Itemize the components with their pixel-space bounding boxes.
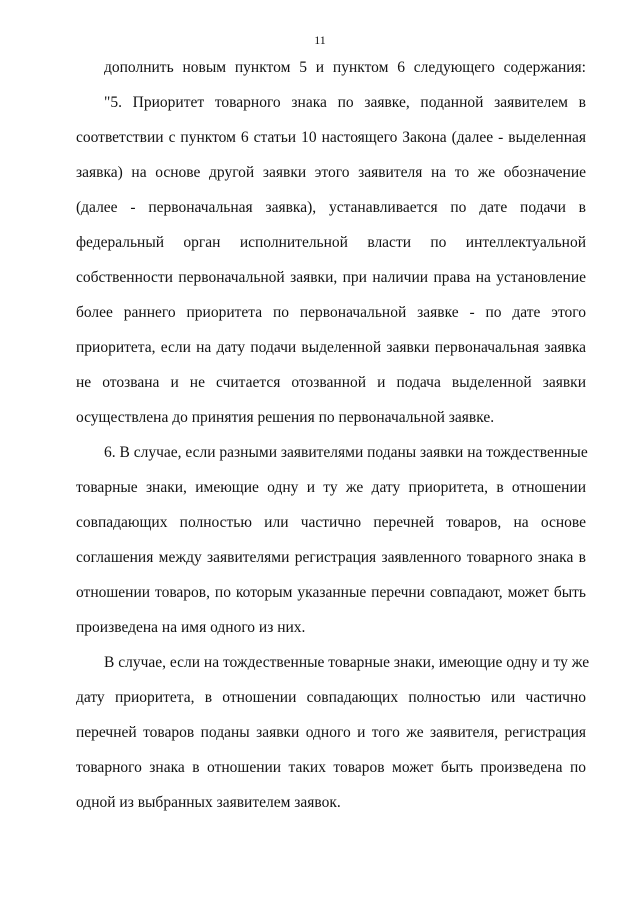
text-line: 6. В случае, если разными заявителями поданы заявки на тождественные <box>104 444 588 461</box>
text-line: федеральный орган исполнительной власти по интеллектуальной <box>76 234 586 251</box>
text-line: товарные знаки, имеющие одну и ту же дату приоритета, в отношении <box>76 479 586 496</box>
text-line: совпадающих полностью или частично перечней товаров, на основе <box>76 514 586 531</box>
text-line: соглашения между заявителями регистрация заявленного товарного знака в <box>76 549 586 566</box>
text-line: осуществлена до принятия решения по первоначальной заявке. <box>76 409 495 426</box>
text-line: одной из выбранных заявителем заявок. <box>76 794 341 811</box>
text-line: заявка) на основе другой заявки этого заявителя на то же обозначение <box>76 164 586 181</box>
text-line: "5. Приоритет товарного знака по заявке, поданной заявителем в <box>104 94 586 111</box>
text-line: приоритета, если на дату подачи выделенной заявки первоначальная заявка <box>76 339 586 356</box>
page-number: 11 <box>314 33 326 47</box>
text-line: соответствии с пунктом 6 статьи 10 настоящего Закона (далее - выделенная <box>76 129 586 146</box>
text-line: товарного знака в отношении таких товаров может быть произведена по <box>76 759 586 776</box>
text-line: (далее - первоначальная заявка), устанавливается по дате подачи в <box>76 199 586 216</box>
text-line: отношении товаров, по которым указанные перечни совпадают, может быть <box>76 584 586 601</box>
text-line: собственности первоначальной заявки, при наличии права на установление <box>76 269 586 286</box>
text-line: дополнить новым пунктом 5 и пунктом 6 следующего содержания: <box>104 59 586 76</box>
text-line: дату приоритета, в отношении совпадающих полностью или частично <box>76 689 586 706</box>
text-line: произведена на имя одного из них. <box>76 619 306 636</box>
text-line: перечней товаров поданы заявки одного и того же заявителя, регистрация <box>76 724 586 741</box>
text-line: не отозвана и не считается отозванной и подача выделенной заявки <box>76 374 586 391</box>
text-line: более раннего приоритета по первоначальной заявке - по дате этого <box>76 304 586 321</box>
text-line: В случае, если на тождественные товарные знаки, имеющие одну и ту же <box>104 654 590 671</box>
